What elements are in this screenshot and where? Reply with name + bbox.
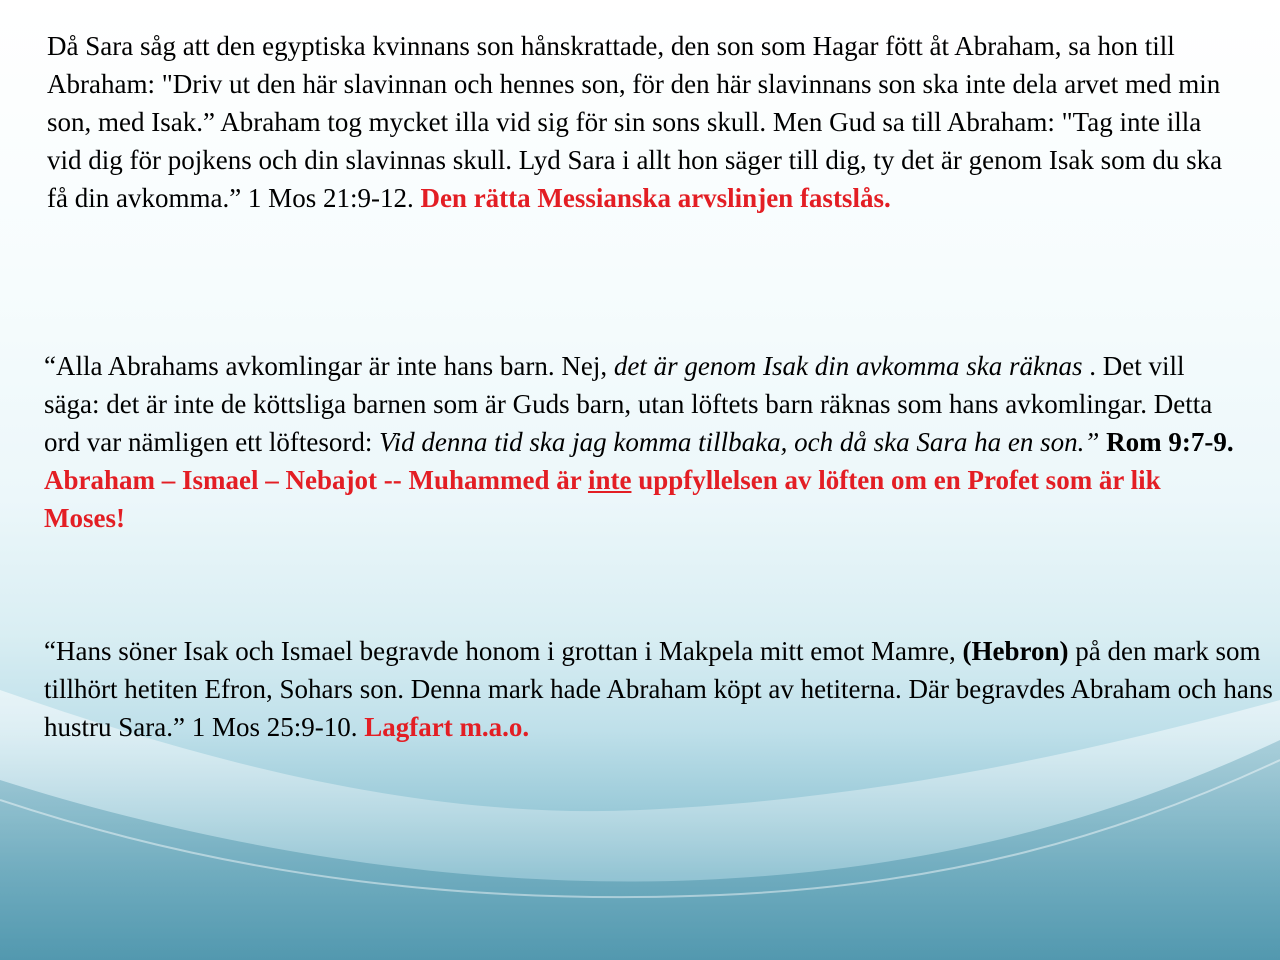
paragraph2-italic-b: Vid denna tid ska jag komma tillbaka, och då ska Sara ha en son.” xyxy=(379,427,1100,457)
paragraph1-text: Då Sara såg att den egyptiska kvinnans son hånskrattade, den son som Hagar fött åt Abraham, sa hon till Abraham: "Driv ut den här slavinnan och hennes son, för den här slavinnans son ska inte dela arvet med min son, med Isak.” Abraham tog mycket illa vid sig för sin sons skull. Men Gud sa till Abraham: "Tag inte illa vid dig för pojkens och din slavinnas skull. Lyd Sara i allt hon säger till dig, ty det är genom Isak som du ska få din avkomma.” 1 Mos 21:9-12. xyxy=(47,31,1223,213)
paragraph3-highlight: Lagfart m.a.o. xyxy=(364,712,530,742)
paragraph2-italic-a: det är genom Isak din avkomma ska räknas xyxy=(613,351,1083,381)
paragraph2-reference: Rom 9:7-9. xyxy=(1106,427,1234,457)
paragraph2-highlight-a: Abraham – Ismael – Nebajot -- Muhammed är xyxy=(44,465,588,495)
paragraph2-highlight-b: uppfyllelsen av löften om en Profet som är lik Moses! xyxy=(44,465,1161,533)
paragraph1-highlight: Den rätta Messianska arvslinjen fastslås. xyxy=(420,183,891,213)
scripture-paragraph-romans-9 xyxy=(44,347,1244,537)
paragraph3-text-a: “Hans söner Isak och Ismael begravde honom i grottan i Makpela mitt emot Mamre, xyxy=(44,636,963,666)
paragraph2-text-b: . Det vill säga: det är inte de köttsliga barnen som är Guds barn, utan löftets barn räknas som hans avkomlingar. Detta ord var nämligen ett löftesord: xyxy=(44,351,1213,457)
paragraph2-text-a: “Alla Abrahams avkomlingar är inte hans barn. Nej, xyxy=(44,351,614,381)
paragraph2-highlight-underlined: inte xyxy=(587,465,632,495)
paragraph3-text-b: på den mark som tillhört hetiten Efron, Sohars son. Denna mark hade Abraham köpt av hetiterna. Där begravdes Abraham och hans hustru Sara.” 1 Mos 25:9-10. xyxy=(44,636,1273,742)
scripture-paragraph-genesis-21 xyxy=(47,27,1237,217)
paragraph3-bold: (Hebron) xyxy=(962,636,1069,666)
scripture-paragraph-genesis-25 xyxy=(44,632,1274,746)
